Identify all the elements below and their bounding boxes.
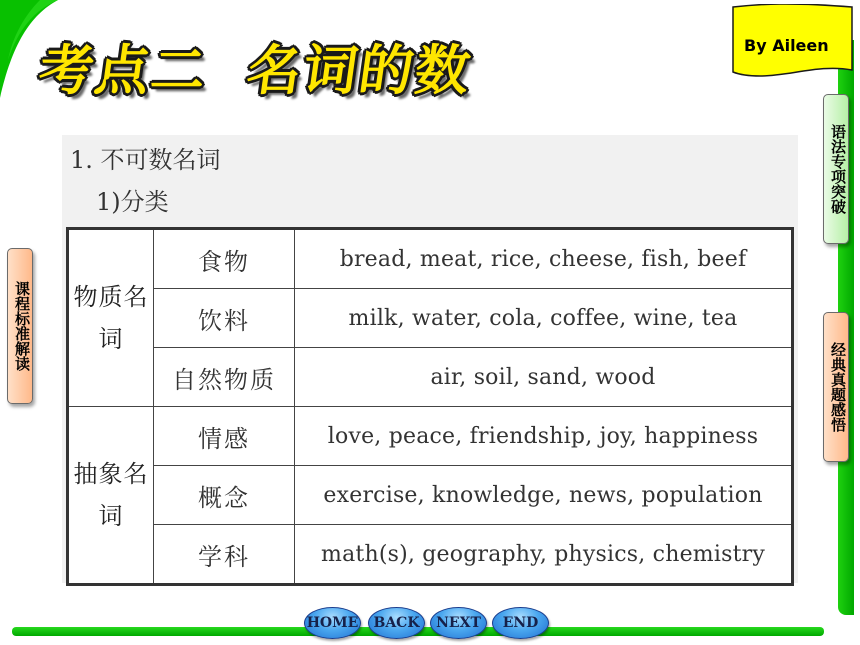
category-cell: 自然物质 — [154, 348, 295, 407]
uncountable-noun-table — [66, 227, 794, 586]
category-cell: 食物 — [154, 229, 295, 289]
title-topic-name: 名词的数 — [243, 39, 476, 102]
examples-cell: air, soil, sand, wood — [295, 348, 793, 407]
category-cell: 概念 — [154, 466, 295, 525]
table-row — [68, 289, 793, 348]
examples-cell: milk, water, cola, coffee, wine, tea — [295, 289, 793, 348]
end-button[interactable]: END — [492, 607, 549, 639]
category-cell: 学科 — [154, 525, 295, 585]
title-topic-number: 考点二 — [35, 39, 212, 102]
tab-grammar-practice[interactable]: 语法专项突破 — [823, 94, 849, 244]
table-row — [68, 466, 793, 525]
section-heading: 1. 不可数名词 — [70, 146, 221, 174]
examples-cell: math(s), geography, physics, chemistry — [295, 525, 793, 585]
examples-cell: exercise, knowledge, news, population — [295, 466, 793, 525]
tab-classic-questions[interactable]: 经典真题感悟 — [823, 312, 849, 462]
home-button[interactable]: HOME — [304, 607, 361, 639]
category-cell: 情感 — [154, 407, 295, 466]
author-label: By Aileen — [744, 36, 829, 55]
tab-course-standard[interactable]: 课程标准解读 — [7, 248, 33, 404]
group-label-material: 物质名词 — [68, 229, 154, 407]
group-label-abstract: 抽象名词 — [68, 407, 154, 585]
category-cell: 饮料 — [154, 289, 295, 348]
table-row — [68, 348, 793, 407]
table-row — [68, 229, 793, 289]
examples-cell: love, peace, friendship, joy, happiness — [295, 407, 793, 466]
table-row — [68, 407, 793, 466]
next-button[interactable]: NEXT — [430, 607, 487, 639]
subsection-heading: 1)分类 — [96, 188, 169, 216]
page-title — [35, 28, 478, 105]
table-row — [68, 525, 793, 585]
examples-cell: bread, meat, rice, cheese, fish, beef — [295, 229, 793, 289]
back-button[interactable]: BACK — [368, 607, 425, 639]
